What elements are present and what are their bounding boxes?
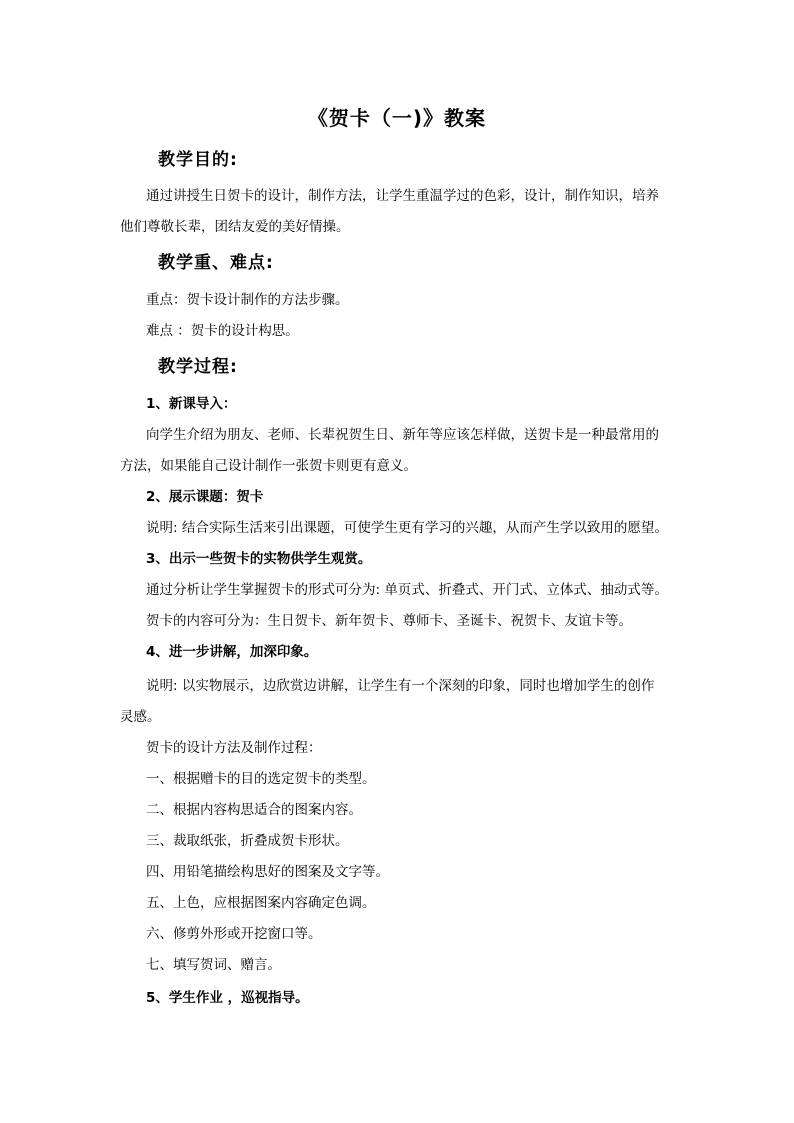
- step-4-line-1: 说明: 以实物展示，边欣赏边讲解，让学生有一个深刻的印象，同时也增加学生的创作: [146, 678, 655, 694]
- key-points-heading: 教学重、难点:: [158, 253, 274, 273]
- method-item: 五、上色，应根据图案内容确定色调。: [146, 895, 376, 911]
- step-3-title: 3、出示一些贺卡的实物供学生观赏。: [146, 551, 372, 567]
- step-5-title: 5、学生作业 ，巡视指导。: [146, 990, 309, 1006]
- step-4-title: 4、进一步讲解，加深印象。: [146, 644, 318, 660]
- objective-line-2: 他们尊敬长辈，团结友爱的美好情操。: [120, 219, 350, 235]
- method-item: 三、裁取纸张，折叠成贺卡形状。: [146, 833, 349, 849]
- step-1-line-1: 向学生介绍为朋友、老师、长辈祝贺生日、新年等应该怎样做，送贺卡是一种最常用的: [146, 427, 659, 443]
- step-1-line-2: 方法，如果能自己设计制作一张贺卡则更有意义。: [120, 458, 417, 474]
- step-3-line-2: 贺卡的内容可分为：生日贺卡、新年贺卡、尊师卡、圣诞卡、祝贺卡、友谊卡等。: [146, 613, 632, 629]
- key-point-text: 重点：贺卡设计制作的方法步骤。: [146, 292, 349, 308]
- method-item: 二、根据内容构思适合的图案内容。: [146, 802, 362, 818]
- method-item: 六、修剪外形或开挖窗口等。: [146, 926, 322, 942]
- objective-line-1: 通过讲授生日贺卡的设计，制作方法，让学生重温学过的色彩，设计，制作知识，培养: [146, 188, 659, 204]
- method-item: 四、用铅笔描绘构思好的图案及文字等。: [146, 864, 389, 880]
- document-title: 《贺卡（一)》教案: [307, 106, 487, 130]
- step-3-line-1: 通过分析让学生掌握贺卡的形式可分为: 单页式、折叠式、开门式、立体式、抽动式等。: [146, 582, 668, 598]
- difficulty-text: 难点 ：贺卡的设计构思。: [146, 323, 299, 339]
- method-intro: 贺卡的设计方法及制作过程：: [146, 740, 322, 756]
- objective-heading: 教学目的:: [158, 150, 238, 170]
- step-1-title: 1、新课导入：: [146, 396, 237, 412]
- step-2-title: 2、展示课题：贺卡: [146, 489, 264, 505]
- step-2-note: 说明: 结合实际生活来引出课题，可使学生更有学习的兴趣，从而产生学以致用的愿望。: [146, 520, 668, 536]
- step-4-line-2: 灵感。: [120, 709, 161, 725]
- method-item: 七、填写贺词、赠言。: [146, 957, 281, 973]
- process-heading: 教学过程:: [158, 357, 238, 377]
- method-item: 一、根据赠卡的目的选定贺卡的类型。: [146, 771, 376, 787]
